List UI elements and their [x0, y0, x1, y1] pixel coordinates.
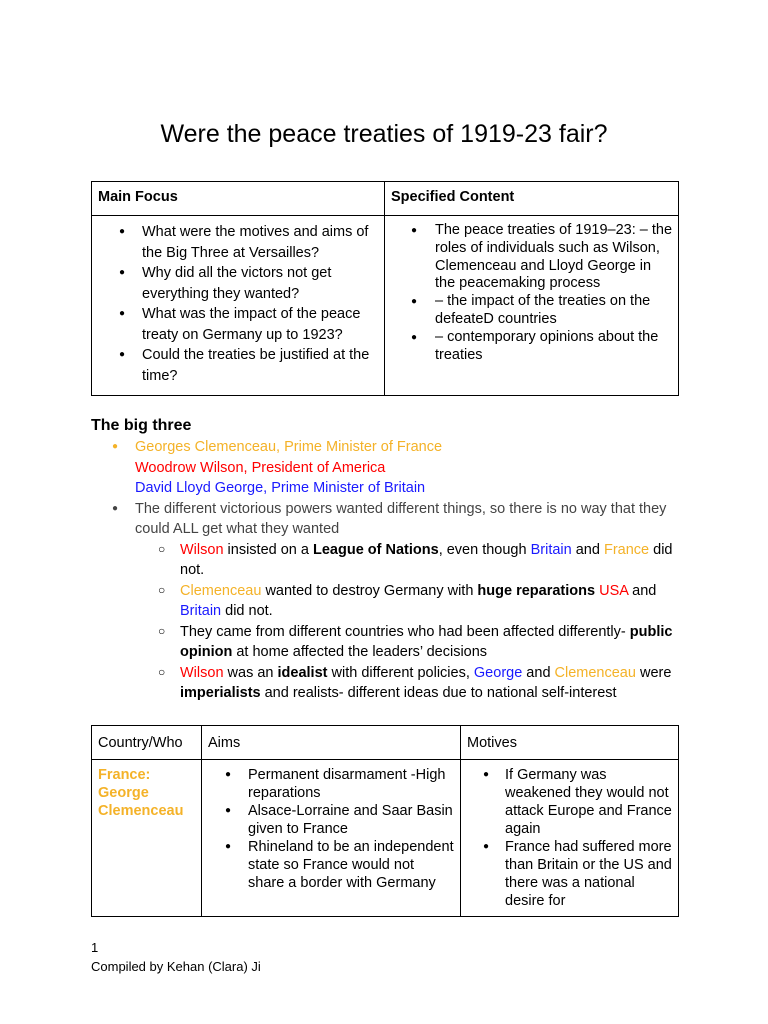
table-header-row	[92, 726, 679, 760]
wilson-line: Woodrow Wilson, President of America	[135, 459, 386, 476]
list-item: ● What was the impact of the peace treaty on Germany up to 1923?	[92, 304, 378, 345]
clemenceau-line: Georges Clemenceau, Prime Minister of France	[135, 439, 443, 455]
text-span: , even though	[438, 541, 531, 558]
sub-list-item	[91, 663, 691, 704]
france-name: France	[603, 541, 650, 558]
text-span: was an	[223, 664, 278, 681]
clemenceau-name: Clemenceau	[554, 664, 636, 681]
list-item	[91, 437, 691, 499]
sub-list-item	[91, 540, 691, 581]
section-heading-big-three: The big three	[91, 417, 192, 434]
header-country-who: Country/Who	[92, 726, 202, 760]
header-aims: Aims	[202, 726, 461, 760]
sub-list-item	[91, 581, 691, 622]
list-item: ● Could the treaties be justified at the time?	[92, 345, 378, 386]
text-span: and	[571, 541, 604, 558]
circle-bullet-icon: ○	[158, 541, 166, 556]
list-item: ● If Germany was weakened they would not attack Europe and France again	[461, 766, 672, 838]
text-span: at home affected the leaders’ decisions	[232, 644, 488, 660]
who-line: George	[98, 785, 149, 801]
list-item: ● – the impact of the treaties on the defeateD countries	[385, 293, 672, 329]
text-span: and	[522, 664, 555, 681]
britain-name: Britain	[180, 603, 222, 619]
footer-credit: Compiled by Kehan (Clara) Ji	[91, 959, 261, 974]
text-span: insisted on a	[223, 541, 313, 558]
motives-cell	[461, 760, 679, 917]
text-span: with different policies,	[327, 664, 474, 681]
table-row	[92, 216, 679, 396]
table-row	[92, 760, 679, 917]
list-item: ● The peace treaties of 1919–23: – the roles of individuals such as Wilson, Clemenceau and Lloyd George in the peacemaking process	[385, 222, 672, 293]
bullet-icon: ●	[112, 441, 119, 452]
header-main-focus: Main Focus	[92, 182, 385, 216]
list-item	[91, 499, 691, 540]
list-item: ● Permanent disarmament -High reparations	[202, 766, 454, 802]
league-of-nations-text: League of Nations	[313, 541, 439, 558]
text-span: did not.	[221, 603, 273, 619]
idealist-text: idealist	[277, 664, 328, 681]
specified-content-cell	[385, 216, 679, 396]
text-span: did not.	[180, 541, 673, 578]
list-item: ● What were the motives and aims of the Big Three at Versailles?	[92, 222, 378, 263]
public-opinion-text: public opinion	[180, 623, 673, 660]
table-header-row	[92, 182, 679, 216]
clemenceau-name: Clemenceau	[180, 582, 262, 599]
imperialists-text: imperialists	[180, 685, 261, 701]
big-three-section	[91, 437, 691, 704]
aims-motives-table	[91, 725, 679, 917]
text-span: were	[635, 664, 672, 681]
huge-reparations-text: huge reparations	[477, 582, 596, 599]
who-line: Clemenceau	[98, 803, 184, 819]
wilson-name: Wilson	[180, 541, 224, 558]
usa-name: USA	[599, 582, 629, 599]
wilson-name: Wilson	[180, 664, 224, 681]
list-item: ● – contemporary opinions about the treaties	[385, 329, 672, 365]
text-span: wanted to destroy Germany with	[261, 582, 478, 599]
aims-cell	[202, 760, 461, 917]
page-title: Were the peace treaties of 1919-23 fair?	[160, 120, 608, 148]
list-item: ● France had suffered more than Britain or the US and there was a national desire for	[461, 838, 672, 910]
header-motives: Motives	[461, 726, 679, 760]
text-span: They came from different countries who had been affected differently-	[180, 623, 630, 640]
sub-list-item	[91, 622, 691, 663]
circle-bullet-icon: ○	[158, 664, 166, 679]
circle-bullet-icon: ○	[158, 582, 166, 597]
country-cell	[92, 760, 202, 917]
text-span: and	[628, 582, 657, 599]
page-number: 1	[91, 940, 99, 955]
header-specified-content: Specified Content	[385, 182, 679, 216]
bullet-icon: ●	[112, 502, 119, 514]
list-item: ● Rhineland to be an independent state so France would not share a border with Germany	[202, 838, 454, 892]
intro-text: The different victorious powers wanted different things, so there is no way that they could ALL get what they wanted	[135, 500, 667, 537]
who-line: France:	[98, 767, 151, 783]
focus-table	[91, 181, 679, 396]
list-item: ● Alsace-Lorraine and Saar Basin given to France	[202, 802, 454, 838]
britain-name: Britain	[530, 541, 572, 558]
main-focus-cell	[92, 216, 385, 396]
lloyd-george-line: David Lloyd George, Prime Minister of Britain	[135, 480, 426, 496]
text-span: and realists- different ideas due to national self-interest	[260, 685, 617, 701]
george-name: George	[473, 664, 523, 681]
circle-bullet-icon: ○	[158, 623, 166, 638]
list-item: ● Why did all the victors not get everything they wanted?	[92, 263, 378, 304]
